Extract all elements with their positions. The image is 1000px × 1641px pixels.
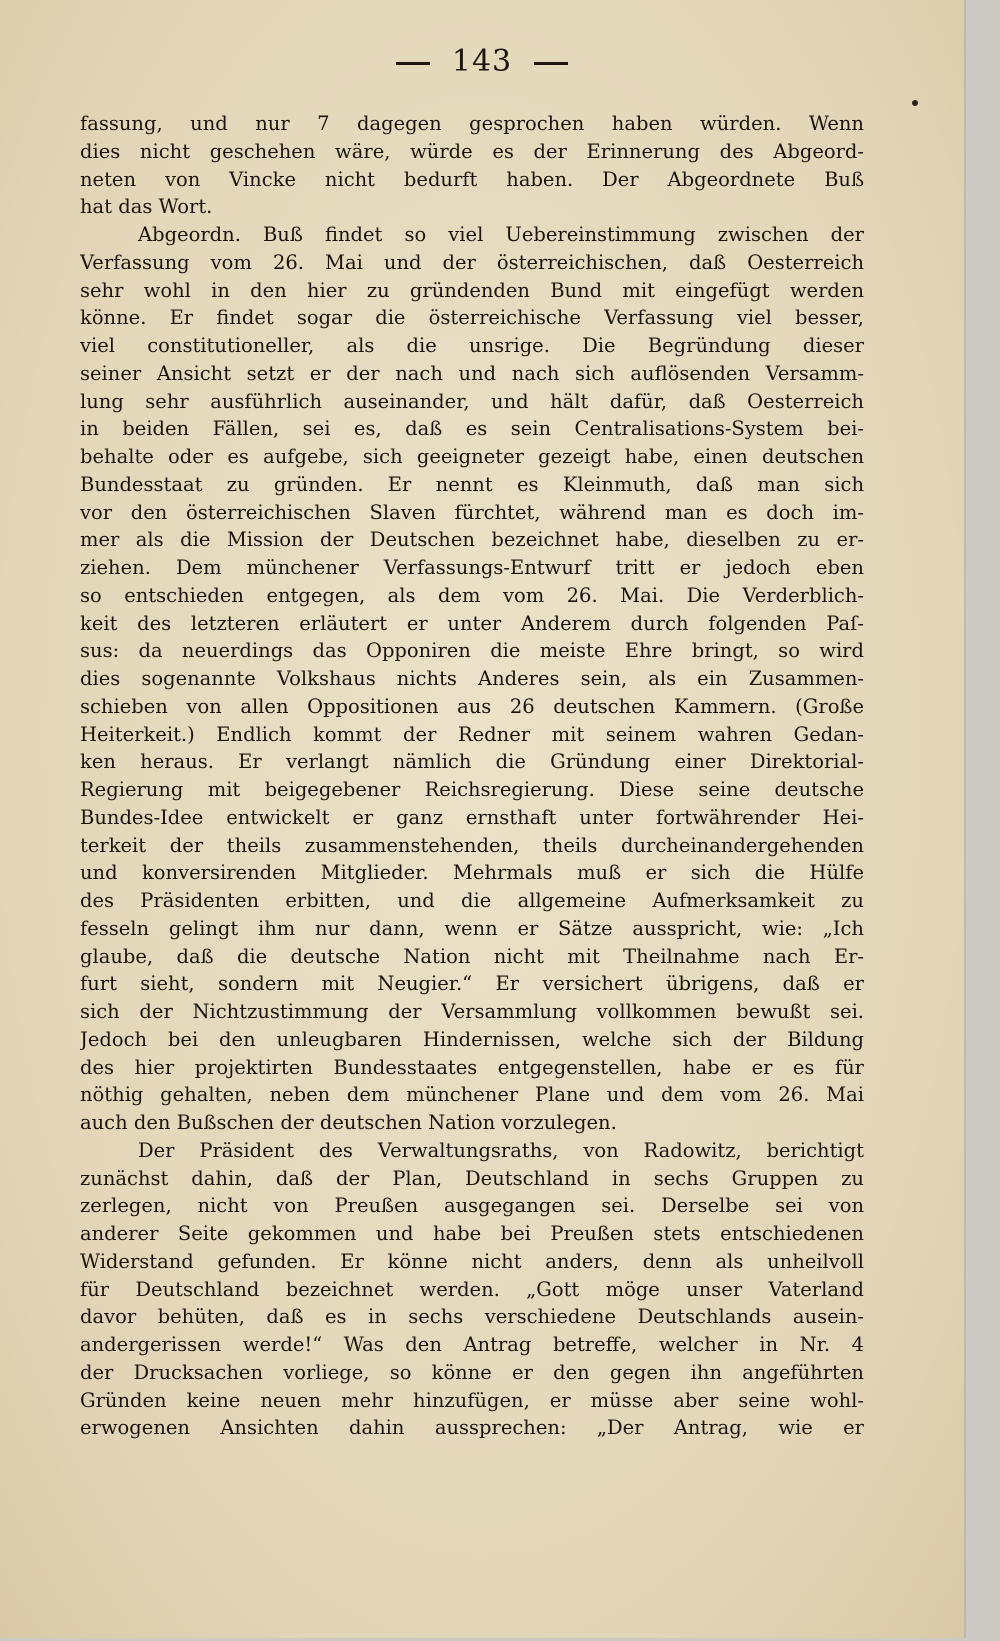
text-line: neten von Vincke nicht bedurft haben. Der Abgeordnete Buß [80, 167, 864, 191]
text-line: auch den Bußschen der deutschen Nation vorzulegen. [80, 1111, 617, 1134]
text-line: sich der Nichtzustimmung der Versammlung vollkommen bewußt sei. [80, 1000, 864, 1023]
text-line: glaube, daß die deutsche Nation nicht mit Theilnahme nach Er- [80, 944, 864, 968]
text-line: fassung, und nur 7 dagegen gesprochen haben würden. Wenn [80, 112, 864, 135]
text-line: mer als die Mission der Deutschen bezeichnet habe, dieselben zu er- [80, 528, 864, 552]
text-line: sehr wohl in den hier zu gründenden Bund mit eingefügt werden [80, 278, 864, 302]
text-line: nöthig gehalten, neben dem münchener Plane und dem vom 26. Mai [80, 1083, 864, 1107]
text-line: davor behüten, daß es in sechs verschiedene Deutschlands ausein- [80, 1305, 864, 1329]
text-line: fesseln gelingt ihm nur dann, wenn er Sätze ausspricht, wie: „Ich [80, 916, 864, 940]
body-text [80, 110, 864, 1442]
text-line: und konversirenden Mitglieder. Mehrmals muß er sich die Hülfe [80, 861, 864, 885]
text-line: Jedoch bei den unleugbaren Hindernissen, welche sich der Bildung [80, 1027, 864, 1051]
page-number: 143 [451, 44, 513, 79]
text-line: viel constitutioneller, als die unsrige. Die Begründung dieser [80, 334, 864, 357]
text-line: hat das Wort. [80, 195, 213, 219]
text-line: anderer Seite gekommen und habe bei Preußen stets entschiedenen [80, 1222, 864, 1245]
ink-speck [912, 100, 918, 106]
text-line: der Drucksachen vorliege, so könne er den gegen ihn angeführten [80, 1360, 864, 1384]
text-line: zunächst dahin, daß der Plan, Deutschland in sechs Gruppen zu [80, 1166, 864, 1190]
text-line: Regierung mit beigegebener Reichsregierung. Diese seine deutsche [80, 778, 864, 801]
right-dash [534, 62, 568, 65]
text-line: behalte oder es aufgebe, sich geeigneter gezeigt habe, einen deutschen [80, 445, 864, 468]
text-line: des Präsidenten erbitten, und die allgemeine Aufmerksamkeit zu [80, 889, 864, 912]
page-number-header [0, 44, 964, 79]
text-line: Widerstand gefunden. Er könne nicht anders, denn als unheilvoll [80, 1249, 864, 1273]
text-line: furt sieht, sondern mit Neugier.“ Er versichert übrigens, daß er [80, 972, 864, 996]
text-line: dies nicht geschehen wäre, würde es der Erinnerung des Abgeord- [80, 139, 864, 163]
text-line: für Deutschland bezeichnet werden. „Gott möge unser Vaterland [80, 1277, 864, 1301]
text-line: Heiterkeit.) Endlich kommt der Redner mit seinem wahren Gedan- [80, 722, 864, 746]
text-line: Der Präsident des Verwaltungsraths, von Radowitz, berichtigt [138, 1138, 864, 1162]
text-line: seiner Ansicht setzt er der nach und nach sich auflösenden Versamm- [80, 361, 864, 385]
text-line: zerlegen, nicht von Preußen ausgegangen sei. Derselbe sei von [80, 1194, 864, 1218]
text-line: ken heraus. Er verlangt nämlich die Gründung einer Direktorial- [80, 750, 864, 774]
text-line: Verfassung vom 26. Mai und der österreichischen, daß Oesterreich [80, 250, 864, 274]
text-line: terkeit der theils zusammenstehenden, theils durcheinandergehenden [80, 833, 864, 857]
text-line: Bundes-Idee entwickelt er ganz ernsthaft unter fortwährender Hei- [80, 805, 864, 829]
text-line: keit des letzteren erläutert er unter Anderem durch folgenden Paſ- [80, 611, 864, 635]
left-dash [396, 62, 430, 65]
text-line: Gründen keine neuen mehr hinzufügen, er müsse aber seine wohl- [80, 1388, 864, 1412]
text-line: sus: da neuerdings das Opponiren die meiste Ehre bringt, so wird [80, 639, 864, 663]
text-line: erwogenen Ansichten dahin aussprechen: „Der Antrag, wie er [80, 1416, 864, 1440]
text-line: in beiden Fällen, sei es, daß es sein Centralisations-System bei- [80, 417, 864, 441]
text-line: lung sehr ausführlich auseinander, und hält dafür, daß Oesterreich [80, 389, 864, 413]
text-line: so entschieden entgegen, als dem vom 26. Mai. Die Verderblich- [80, 583, 864, 607]
text-line: ziehen. Dem münchener Verfassungs-Entwurf tritt er jedoch eben [80, 556, 864, 579]
text-line: könne. Er findet sogar die österreichische Verfassung viel besser, [80, 306, 864, 330]
text-line: andergerissen werde!“ Was den Antrag betreffe, welcher in Nr. 4 [80, 1333, 864, 1356]
text-line: vor den österreichischen Slaven fürchtet, während man es doch im- [80, 500, 864, 524]
text-line: des hier projektirten Bundesstaates entgegenstellen, habe er es für [80, 1055, 864, 1079]
text-line: Abgeordn. Buß findet so viel Uebereinstimmung zwischen der [138, 223, 864, 246]
text-line: Bundesstaat zu gründen. Er nennt es Kleinmuth, daß man sich [80, 472, 864, 496]
text-line: schieben von allen Oppositionen aus 26 deutschen Kammern. (Große [80, 694, 864, 718]
text-line: dies sogenannte Volkshaus nichts Anderes sein, als ein Zusammen- [80, 667, 864, 690]
